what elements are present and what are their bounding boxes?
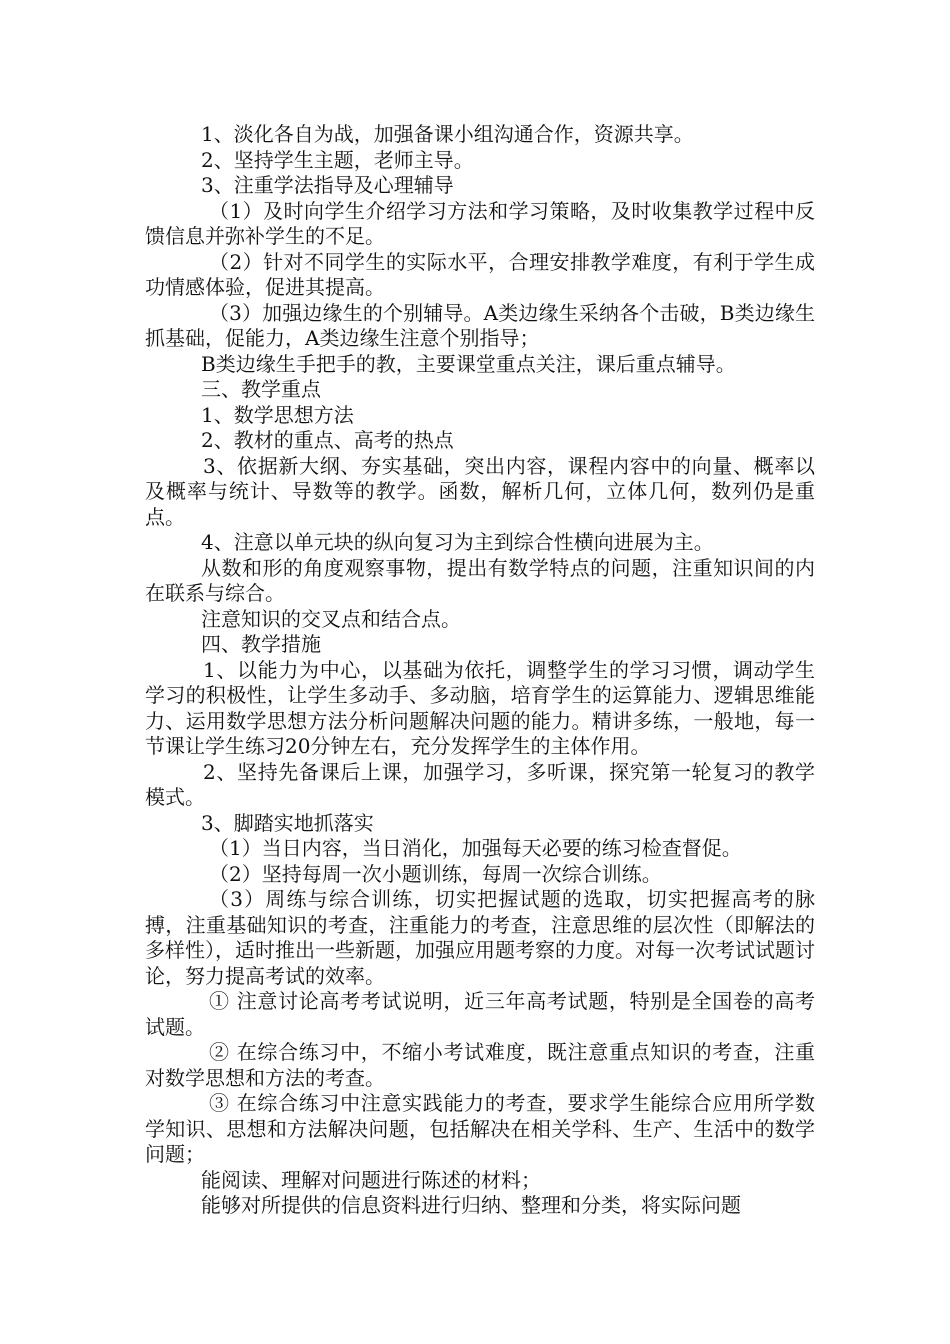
paragraph: （1）及时向学生介绍学习方法和学习策略，及时收集教学过程中反馈信息并弥补学生的不足。 [145, 198, 815, 248]
paragraph: （3）周练与综合训练，切实把握试题的选取，切实把握高考的脉搏，注重基础知识的考查，注重能力的考查，注意思维的层次性（即解法的多样性），适时推出一些新题，加强应用题考察的力度。对每一次考试试题讨论，努力提高考试的效率。 [145, 887, 815, 988]
section-heading: 三、教学重点 [201, 377, 321, 401]
paragraph: ② 在综合练习中，不缩小考试难度，既注意重点知识的考查，注重对数学思想和方法的考查。 [145, 1040, 815, 1090]
paragraph: 1、以能力为中心，以基础为依托，调整学生的学习习惯，调动学生学习的积极性，让学生多动手、多动脑，培育学生的运算能力、逻辑思维能力、运用数学思想方法分析问题解决问题的能力。精讲多练，一般地，每一节课让学生练习20分钟左右，充分发挥学生的主体作用。 [145, 657, 815, 758]
section-heading: 四、教学措施 [201, 632, 321, 656]
paragraph: 1、数学思想方法 [201, 402, 354, 427]
paragraph: 注意知识的交叉点和结合点。 [201, 606, 461, 631]
paragraph: （3）加强边缘生的个别辅导。A类边缘生采纳各个击破，B类边缘生抓基础，促能力，A类边缘生注意个别指导； [145, 300, 815, 350]
paragraph: 2、坚持学生主题，老师主导。 [201, 147, 474, 172]
paragraph: （2）针对不同学生的实际水平，合理安排教学难度，有利于学生成功情感体验，促进其提高。 [145, 249, 815, 299]
paragraph: 3、注重学法指导及心理辅导 [201, 173, 454, 197]
paragraph: 3、脚踏实地抓落实 [201, 810, 374, 835]
document-body [145, 122, 815, 1219]
paragraph: （2）坚持每周一次小题训练，每周一次综合训练。 [209, 861, 662, 886]
paragraph: 能够对所提供的信息资料进行归纳、整理和分类，将实际问题 [201, 1193, 741, 1217]
paragraph: ① 注意讨论高考考试说明，近三年高考试题，特别是全国卷的高考试题。 [145, 989, 815, 1039]
paragraph: 3、依据新大纲、夯实基础，突出内容，课程内容中的向量、概率以及概率与统计、导数等的教学。函数，解析几何，立体几何，数列仍是重点。 [145, 453, 815, 529]
paragraph: 1、淡化各自为战，加强备课小组沟通合作，资源共享。 [201, 122, 694, 146]
paragraph: ③ 在综合练习中注意实践能力的考查，要求学生能综合应用所学数学知识、思想和方法解决问题，包括解决在相关学科、生产、生活中的数学问题； [145, 1091, 815, 1166]
paragraph: B类边缘生手把手的教，主要课堂重点关注，课后重点辅导。 [201, 351, 736, 376]
paragraph: 4、注意以单元块的纵向复习为主到综合性横向进展为主。 [201, 530, 714, 554]
paragraph: 能阅读、理解对问题进行陈述的材料； [201, 1167, 541, 1192]
paragraph: （1）当日内容，当日消化，加强每天必要的练习检查督促。 [209, 836, 742, 860]
paragraph: 从数和形的角度观察事物，提出有数学特点的问题，注重知识间的内在联系与综合。 [145, 555, 815, 605]
paragraph: 2、教材的重点、高考的热点 [201, 428, 454, 452]
paragraph: 2、坚持先备课后上课，加强学习，多听课，探究第一轮复习的教学模式。 [145, 759, 815, 809]
